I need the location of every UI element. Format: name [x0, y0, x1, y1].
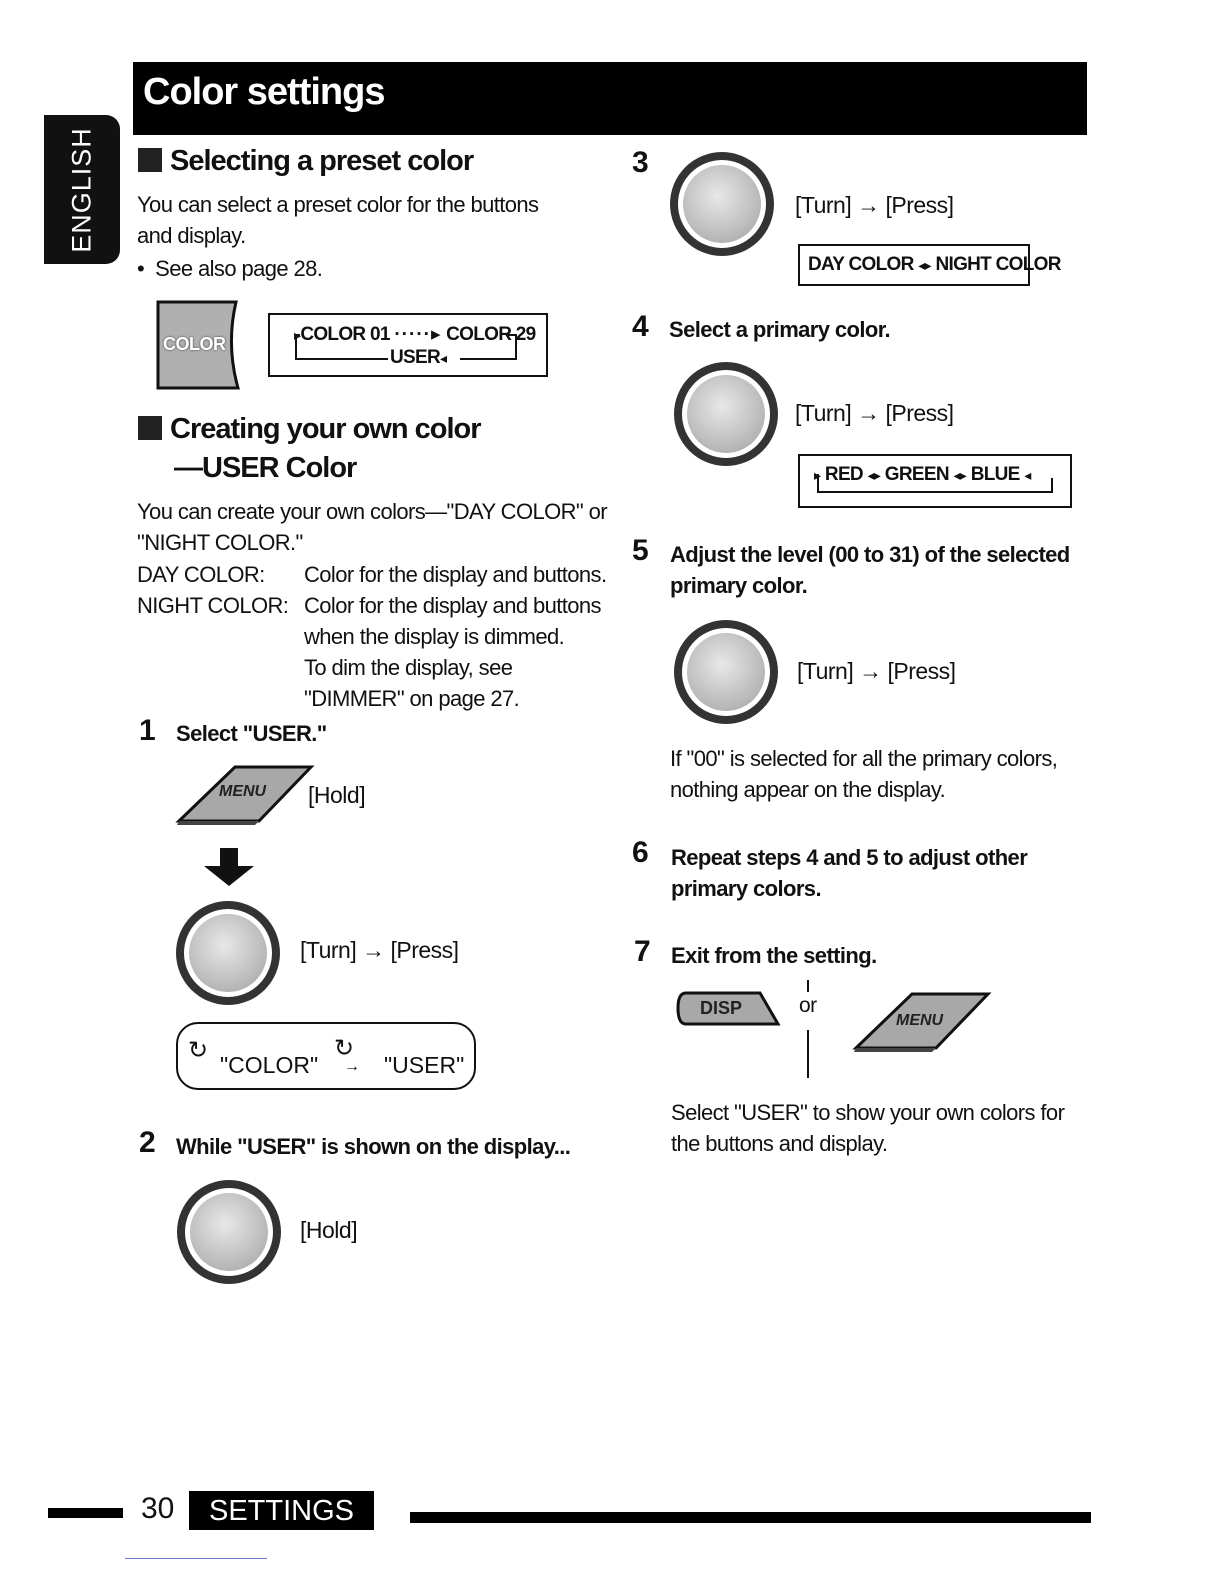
preset-body: You can select a preset color for the buttons and display.	[137, 192, 539, 248]
night-color-option: NIGHT COLOR	[935, 254, 1061, 275]
step-4-text: Select a primary color.	[669, 317, 890, 342]
step-6-text: Repeat steps 4 and 5 to adjust other primary colors.	[671, 845, 1028, 901]
section-square-icon	[138, 148, 162, 172]
night-color-desc-2: when the display is dimmed.	[304, 624, 565, 649]
display-color: "COLOR"	[220, 1052, 319, 1078]
day-color-term: DAY COLOR:	[137, 562, 265, 587]
page-number: 30	[141, 1492, 175, 1525]
day-color-desc: Color for the display and buttons.	[304, 562, 607, 587]
step-5-text: Adjust the level (00 to 31) of the selected primary color.	[670, 542, 1070, 598]
user-color-section-subtitle: —USER Color	[174, 452, 357, 484]
preset-cycle-box: ▸COLOR 01 ·····▸ COLOR 29 USER◂	[268, 313, 548, 377]
turn-press-label: [Turn] → [Press]	[300, 937, 459, 963]
rotate-icon: ↻	[188, 1037, 209, 1064]
hold-label: [Hold]	[308, 782, 366, 808]
color-button[interactable]	[156, 300, 240, 390]
user-color-section-title: Creating your own color	[138, 413, 481, 446]
night-color-term: NIGHT COLOR:	[137, 593, 289, 618]
language-tab	[44, 115, 120, 264]
preset-see-also: • See also page 28.	[137, 256, 323, 281]
page-header	[133, 62, 1087, 135]
control-dial[interactable]	[177, 1180, 281, 1284]
step-7-number: 7	[634, 935, 651, 968]
day-color-option: DAY COLOR	[808, 254, 914, 275]
step-3-number: 3	[632, 146, 649, 179]
display-cycle-box	[176, 1022, 476, 1090]
divider-line	[807, 980, 809, 992]
color-button-label: COLOR	[163, 334, 226, 354]
control-dial[interactable]	[674, 362, 778, 466]
down-arrow-icon	[202, 846, 256, 893]
cycle-first: COLOR 01	[300, 324, 390, 345]
step-4-number: 4	[632, 310, 649, 343]
display-user: "USER"	[384, 1052, 465, 1078]
step-2-text: While "USER" is shown on the display...	[176, 1134, 571, 1159]
page-title: Color settings	[143, 71, 385, 113]
night-color-desc-3: To dim the display, see	[304, 655, 513, 680]
step-1-text: Select "USER."	[176, 721, 327, 746]
day-night-box: DAY COLOR ◂▸ NIGHT COLOR	[798, 244, 1030, 286]
control-dial[interactable]	[674, 620, 778, 724]
menu-button-label: MENU	[896, 1012, 944, 1029]
blue-option: BLUE	[970, 464, 1020, 485]
preset-section-title: Selecting a preset color	[138, 145, 473, 178]
control-dial[interactable]	[670, 152, 774, 256]
turn-press-label: [Turn] → [Press]	[795, 192, 954, 218]
turn-press-label: [Turn] → [Press]	[795, 400, 954, 426]
step-5-note: If "00" is selected for all the primary colors, nothing appear on the display.	[670, 746, 1058, 802]
disp-button-label: DISP	[700, 998, 743, 1018]
step-2-number: 2	[139, 1126, 156, 1159]
arrow-icon: →	[344, 1058, 360, 1075]
footer-section-label: SETTINGS	[189, 1491, 374, 1530]
primary-color-box: ▸ RED ◂▸ GREEN ◂▸ BLUE ◂	[798, 454, 1072, 508]
section-square-icon	[138, 416, 162, 440]
control-dial[interactable]	[176, 901, 280, 1005]
rotate-icon: ↻	[334, 1035, 355, 1062]
turn-press-label: [Turn] → [Press]	[797, 658, 956, 684]
step-5-number: 5	[632, 534, 649, 567]
step-7-text: Exit from the setting.	[671, 943, 877, 968]
step-1-number: 1	[139, 714, 156, 747]
red-option: RED	[824, 464, 863, 485]
footer-bar	[48, 1508, 123, 1518]
cycle-user: USER	[390, 347, 440, 368]
menu-button[interactable]	[175, 763, 315, 827]
step-7-note: Select "USER" to show your own colors for the buttons and display.	[671, 1100, 1065, 1156]
hold-label: [Hold]	[300, 1217, 358, 1243]
user-intro-line2: "NIGHT COLOR."	[137, 530, 303, 555]
footer-bar	[410, 1512, 1091, 1523]
night-color-desc-4: "DIMMER" on page 27.	[304, 686, 520, 711]
language-label: ENGLISH	[66, 126, 97, 253]
footer-underline	[125, 1558, 267, 1559]
menu-button[interactable]	[852, 990, 992, 1054]
step-6-number: 6	[632, 836, 649, 869]
green-option: GREEN	[884, 464, 949, 485]
divider-line	[807, 1030, 809, 1078]
or-label: or	[799, 994, 817, 1017]
user-intro-line1: You can create your own colors—"DAY COLOR" or	[137, 499, 607, 524]
cycle-last: COLOR 29	[446, 324, 536, 345]
menu-button-label: MENU	[219, 783, 267, 800]
disp-button[interactable]	[676, 990, 782, 1028]
night-color-desc-1: Color for the display and buttons	[304, 593, 601, 618]
